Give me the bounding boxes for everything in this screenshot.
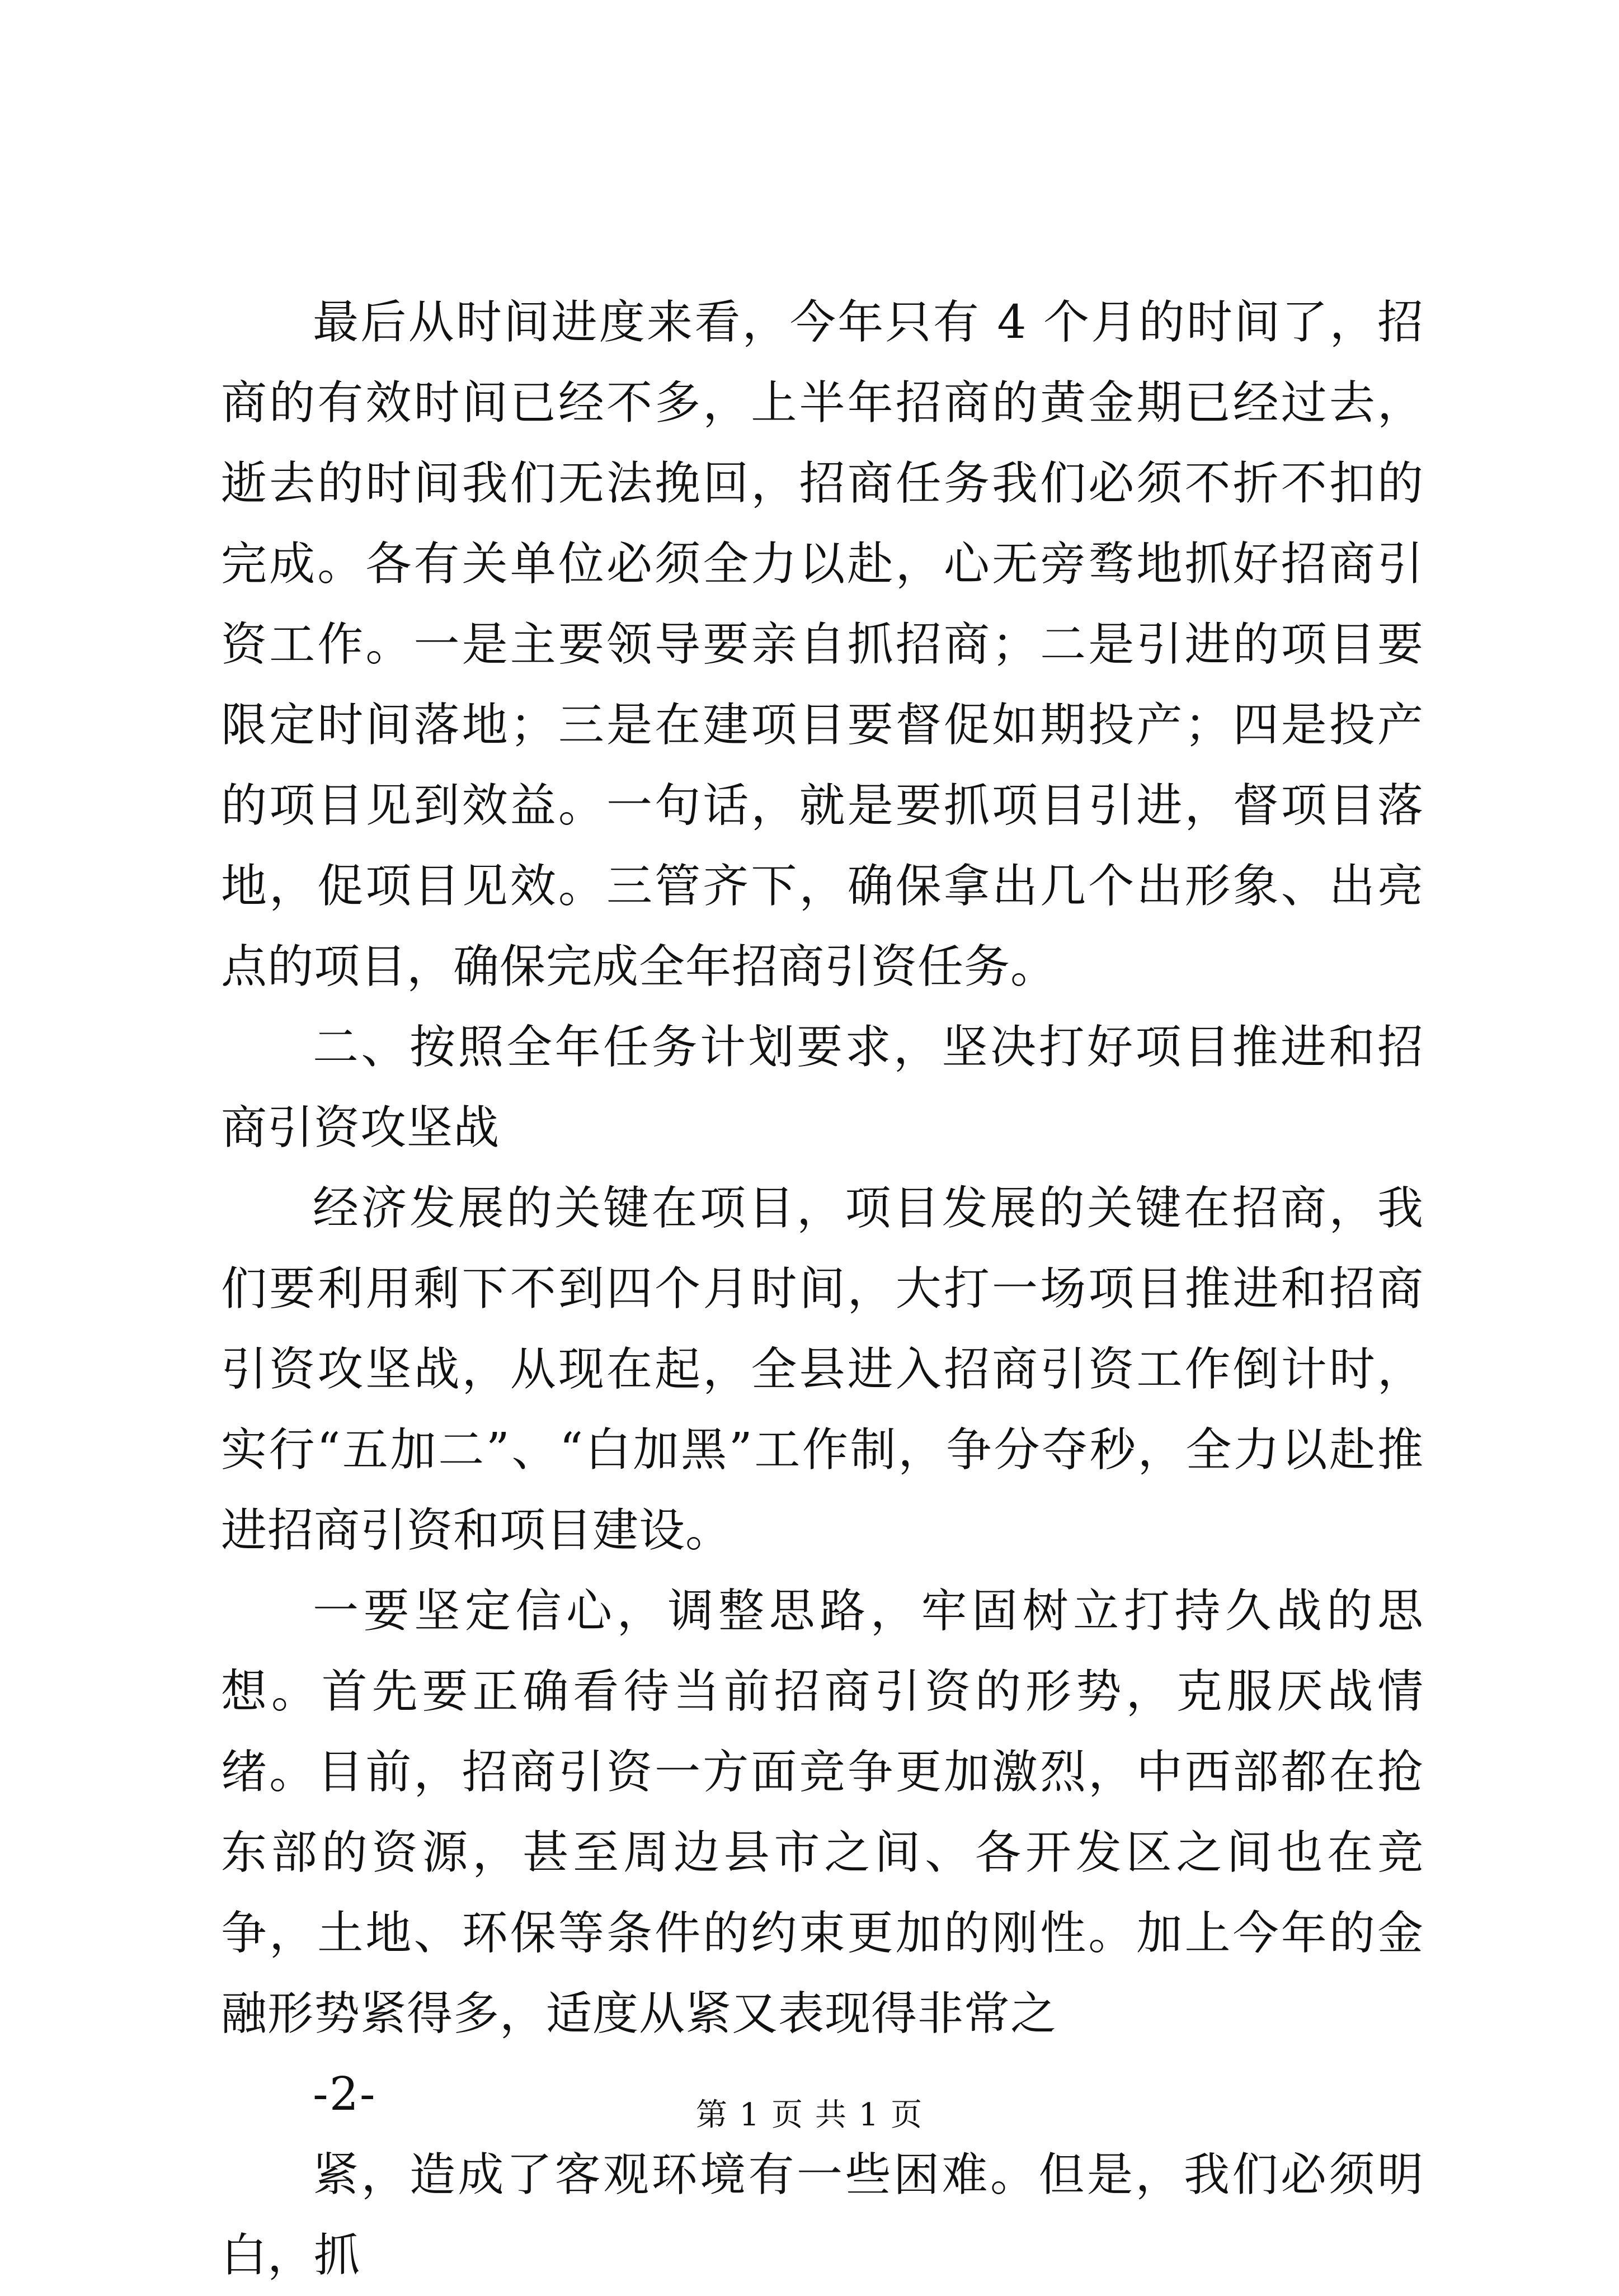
page-footer: [0, 2093, 1619, 2138]
paragraph-time-progress: 最后从时间进度来看，今年只有 4 个月的时间了，招商的有效时间已经不多，上半年招商的黄金期已经过去，逝去的时间我们无法挽回，招商任务我们必须不折不扣的完成。各有关单位必须全力以赴，心无旁骛地抓好招商引资工作。一是主要领导要亲自抓招商；二是引进的项目要限定时间落地；三是在建项目要督促如期投产；四是投产的项目见到效益。一句话，就是要抓项目引进，督项目落地，促项目见效。三管齐下，确保拿出几个出形象、出亮点的项目，确保完成全年招商引资任务。: [221, 296, 1424, 993]
paragraph-economic-development: 经济发展的关键在项目，项目发展的关键在招商，我们要利用剩下不到四个月时间，大打一场项目推进和招商引资攻坚战，从现在起，全县进入招商引资工作倒计时，实行“五加二”、“白加黑”工作制，争分夺秒，全力以赴推进招商引资和项目建设。: [221, 1182, 1424, 1557]
section-heading-two: 二、按照全年任务计划要求，坚决打好项目推进和招商引资攻坚战: [221, 1021, 1424, 1154]
footer-page-count: 第 1 页 共 1 页: [695, 2097, 924, 2133]
document-body: [221, 282, 1424, 2296]
inline-page-number: -2-: [313, 2068, 376, 2121]
paragraph-confidence: 一要坚定信心，调整思路，牢固树立打持久战的思想。首先要正确看待当前招商引资的形势，克服厌战情绪。目前，招商引资一方面竞争更加激烈，中西部都在抢东部的资源，甚至周边县市之间、各开发区之间也在竞争，土地、环保等条件的约束更加的刚性。加上今年的金融形势紧得多，适度从紧又表现得非常之: [221, 1585, 1424, 2040]
paragraph-continuation: 紧，造成了客观环境有一些困难。但是，我们必须明白，抓: [221, 2148, 1424, 2282]
